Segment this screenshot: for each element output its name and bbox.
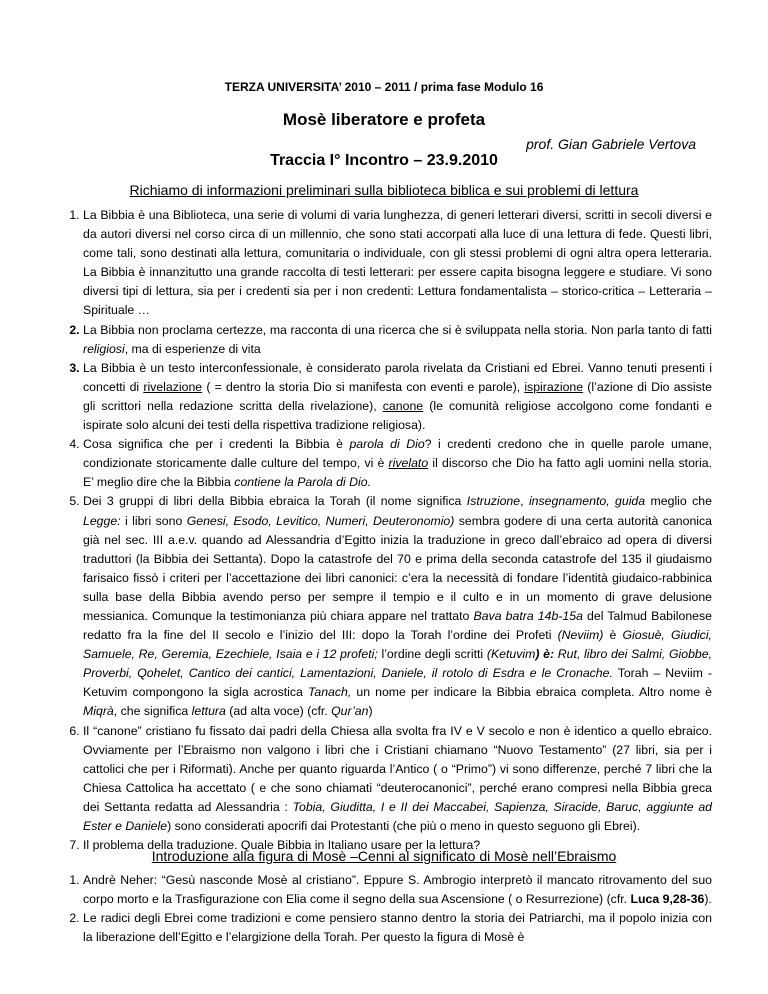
numbered-list (56, 206, 712, 855)
list-item (83, 321, 712, 359)
bible-reference: Luca 9,28-36 (630, 892, 705, 907)
item-text: Cosa significa che per i credenti la Bibbia è (83, 437, 350, 452)
meeting-subtitle: Traccia I° Incontro – 23.9.2010 (270, 152, 498, 169)
item-emphasis: Bava batra 14b-15a (473, 608, 583, 623)
item-emphasis: religiosi (83, 341, 125, 356)
page-title: Mosè liberatore e profeta (282, 110, 486, 129)
item-emphasis: parola di Dio (349, 437, 425, 452)
section-title: Introduzione alla figura di Mosè –Cenni al significato di Mosè nell’Ebraismo (151, 848, 617, 864)
list-item (83, 871, 712, 909)
item-emphasis: rivelato (388, 456, 429, 471)
item-text: i libri sono (120, 513, 187, 528)
item-text: La Bibbia è una Biblioteca, una serie di volumi di varia lunghezza, di generi letterari diversi, scritti in secoli diversi e da autori diversi nel corso circa di un millennio, che sono stati accorpati alla luce di una lettura di fede. Questi libri, come tali, sono destinati alla lettura, comunitaria o individuale, con gli stessi problemi di ogni altra opera letteraria. La Bibbia è innanzitutto una grande raccolta di testi letterari: per essere capita bisogna leggere e studiare. Vi sono diversi tipi di lettura, sia per i credenti sia per i non credenti: Lettura fondamentalista – storico-critica – Letteraria – Spirituale … (83, 208, 712, 318)
item-text: del Talmud Babilonese redatto fra la fine del II secolo e l’inizio del III: dopo la Torah l’ordine dei Profeti (83, 608, 712, 643)
item-text: meglio che (645, 494, 712, 509)
item-text: ) (368, 704, 373, 719)
item-text: Andrè Neher: “Gesù nasconde Mosè al cristiano”. Eppure S. Ambrogio interpretò il mancato ritrovamento del suo corpo morto e la Trasfigurazione con Elia come il segno della sua Ascensione ( o Resurrezione) (cfr. (83, 873, 712, 907)
list-item (83, 909, 712, 947)
item-text: , (520, 494, 529, 509)
item-text: sembra godere di una certa autorità canonica già nel sec. III a.e.v. quando ad Alessandria d’Egitto inizia la traduzione in greco dall’ebraico ad opera di diversi traduttori (la Bibbia dei Settanta). Dopo la catastrofe del 70 e prima della seconda catastrofe del 135 il giudaismo farisaico fissò i criteri per l’accettazione dei libri canonici: c’era la necessità di fondare l’identità giudaico-rabbinica sulla base della Bibbia avendo perso per sempre il tempio e il culto e in un momento di grave delusione messianica. Comunque la testimonianza più chiara appare nel trattato (83, 513, 713, 623)
item-text: Il “canone” cristiano fu fissato dai padri della Chiesa alla svolta fra IV e V secolo e non è identico a quello ebraico. Ovviamente per l’Ebraismo non valgono i libri che i Cristiani chiamano “Nuovo Testamento” (27 libri, sia per i cattolici che per i Riformati). Anche per quanto riguarda l’Antico ( o “Primo”) vi sono differenze, perché 7 libri che la Chiesa Cattolica ha accettato ( e che sono chiamati “deuterocanonici”, perché erano compresi nella Bibbia greca dei Settanta redatta ad Alessandria : (83, 723, 712, 814)
item-emphasis: Rut, libro dei Salmi, Giobbe, Proverbi, Qohelet, Cantico dei cantici, Lamentazioni, Daniele, il rotolo di Esdra e le Cronache. (83, 647, 713, 681)
item-emphasis: Qur’an (331, 704, 369, 719)
item-emphasis: insegnamento, guida (528, 494, 646, 509)
item-text: (le comunità religiose accolgono come fondanti e ispirate solo alcuni dei testi della rispettiva tradizione religiosa). (83, 398, 712, 433)
item-text: ( = dentro la storia Dio si manifesta con eventi e parole), (202, 379, 525, 394)
item-emphasis: Giosuè, Giudici, Samuele, Re, Geremia, Ezechiele, Isaia e i 12 profeti; (83, 628, 712, 662)
item-text: un nome per indicare la Bibbia ebraica completa. Altro nome è (351, 685, 712, 700)
list-item (83, 206, 712, 321)
item-text: ? i credenti credono che in quelle parole umane, condizionate storicamente dalle culture del tempo, vi è (83, 437, 712, 471)
item-text: Torah – Neviim - Ketuvim compongono la sigla acrostica (83, 666, 712, 700)
item-emphasis: Istruzione (466, 494, 521, 509)
list-item (83, 492, 712, 721)
term-canone: canone (382, 398, 424, 413)
item-emphasis: (Ketuvim (486, 647, 536, 662)
item-emphasis: Miqrà (83, 704, 114, 719)
item-text: il discorso che Dio ha fatto agli uomini nella storia. E’ meglio dire che la Bibbia (83, 456, 712, 490)
item-text: (l’azione di Dio assiste gli scrittori nella redazione scritta della rivelazione), (83, 379, 712, 413)
item-text: La Bibbia è un testo interconfessionale, è considerato parola rivelata da Cristiani ed Ebrei. Vanno tenuti presenti i concetti di (83, 360, 712, 394)
item-text: ) sono considerati apocrifi dai Protestanti (che più o meno in questo seguono gli Ebrei). (167, 819, 641, 833)
item-text: Dei 3 gruppi di libri della Bibbia ebraica la Torah (il nome significa (83, 494, 467, 509)
item-text: , ma di esperienze di vita (124, 341, 261, 356)
item-text: l’ordine degli scritti (377, 647, 487, 662)
term-rivelazione: rivelazione (143, 379, 203, 394)
numbered-list (56, 871, 712, 947)
item-text: (ad alta voce) (cfr. (225, 704, 332, 719)
item-text: Le radici degli Ebrei come tradizioni e come pensiero stanno dentro la storia dei Patriarchi, ma il popolo inizia con la liberazione dell’Egitto e l’elargizione della Torah. Per questo la figura di Mosè è (83, 911, 712, 945)
item-emphasis: Genesi, Esodo, Levitico, Numeri, Deuteronomio) (186, 513, 455, 528)
author-line: prof. Gian Gabriele Vertova (526, 136, 696, 152)
item-emphasis: Tanach, (307, 685, 352, 700)
section-title: Richiamo di informazioni preliminari sulla biblioteca biblica e sui problemi di lettura (129, 182, 639, 198)
item-text: ). (704, 892, 712, 907)
list-item (83, 722, 712, 837)
item-emphasis: Legge: (83, 513, 121, 528)
course-header: TERZA UNIVERSITA’ 2010 – 2011 / prima fase Modulo 16 (224, 80, 544, 94)
item-emphasis: lettura (191, 704, 226, 719)
item-text: , che significa (113, 704, 192, 719)
item-text: è (603, 628, 623, 643)
item-emphasis: (Neviim) (557, 628, 604, 643)
list-item (83, 435, 712, 492)
term-ispirazione: ispirazione (524, 379, 584, 394)
item-text: Il problema della traduzione. Quale Bibbia in Italiano usare per la lettura? (83, 838, 481, 853)
list-item (83, 359, 712, 435)
item-text: La Bibbia non proclama certezze, ma racconta di una ricerca che si è sviluppata nella storia. Non parla tanto di fatti (83, 322, 712, 337)
item-emphasis: contiene la Parola di Dio. (234, 475, 372, 490)
item-emphasis: Tobia, Giuditta, I e II dei Maccabei, Sapienza, Siracide, Baruc, aggiunte ad Ester e Daniele (83, 799, 713, 833)
item-emphasis: ) è: (535, 647, 555, 662)
